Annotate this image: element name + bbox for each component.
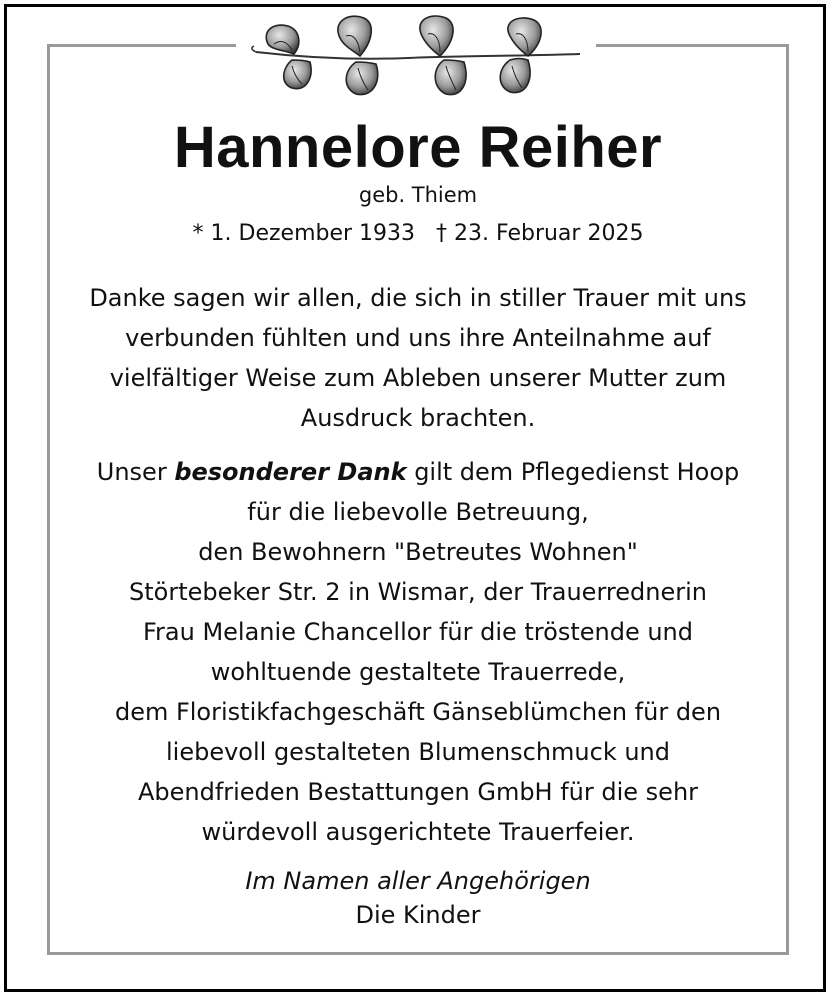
leaf-branch-icon [248, 10, 588, 106]
text-line: Frau Melanie Chancellor für die tröstende und [142, 618, 694, 646]
signature-line: Die Kinder [355, 901, 481, 929]
special-thanks-paragraph [50, 452, 786, 852]
thanks-paragraph [50, 278, 786, 438]
text-line: dem Floristikfachgeschäft Gänseblümchen für den [114, 698, 722, 726]
text-segment: gilt dem Pflegedienst Hoop [406, 458, 740, 486]
text-line: Störtebeker Str. 2 in Wismar, der Trauerrednerin [129, 578, 707, 606]
text-line: verbunden fühlten und uns ihre Anteilnahme auf [125, 324, 711, 352]
text-segment: Unser [96, 458, 175, 486]
text-line: den Bewohnern "Betreutes Wohnen" [198, 538, 638, 566]
text-line: würdevoll ausgerichtete Trauerfeier. [201, 818, 635, 846]
text-line: für die liebevolle Betreuung, [247, 498, 589, 526]
emphasis-text: besonderer Dank [174, 458, 407, 486]
closing-signature [50, 864, 786, 932]
text-line: vielfältiger Weise zum Ableben unserer Mutter zum [109, 364, 727, 392]
text-line: liebevoll gestalteten Blumenschmuck und [165, 738, 670, 766]
life-dates: * 1. Dezember 1933 † 23. Februar 2025 [192, 221, 644, 246]
text-line: wohltuende gestaltete Trauerrede, [210, 658, 626, 686]
text-line [50, 452, 786, 492]
text-line: Abendfrieden Bestattungen GmbH für die sehr [137, 778, 699, 806]
text-line: Danke sagen wir allen, die sich in stiller Trauer mit uns [89, 284, 747, 312]
closing-line: Im Namen aller Angehörigen [245, 867, 591, 895]
text-line: Ausdruck brachten. [300, 404, 536, 432]
maiden-name: geb. Thiem [358, 183, 478, 207]
deceased-name: Hannelore Reiher [173, 115, 663, 180]
